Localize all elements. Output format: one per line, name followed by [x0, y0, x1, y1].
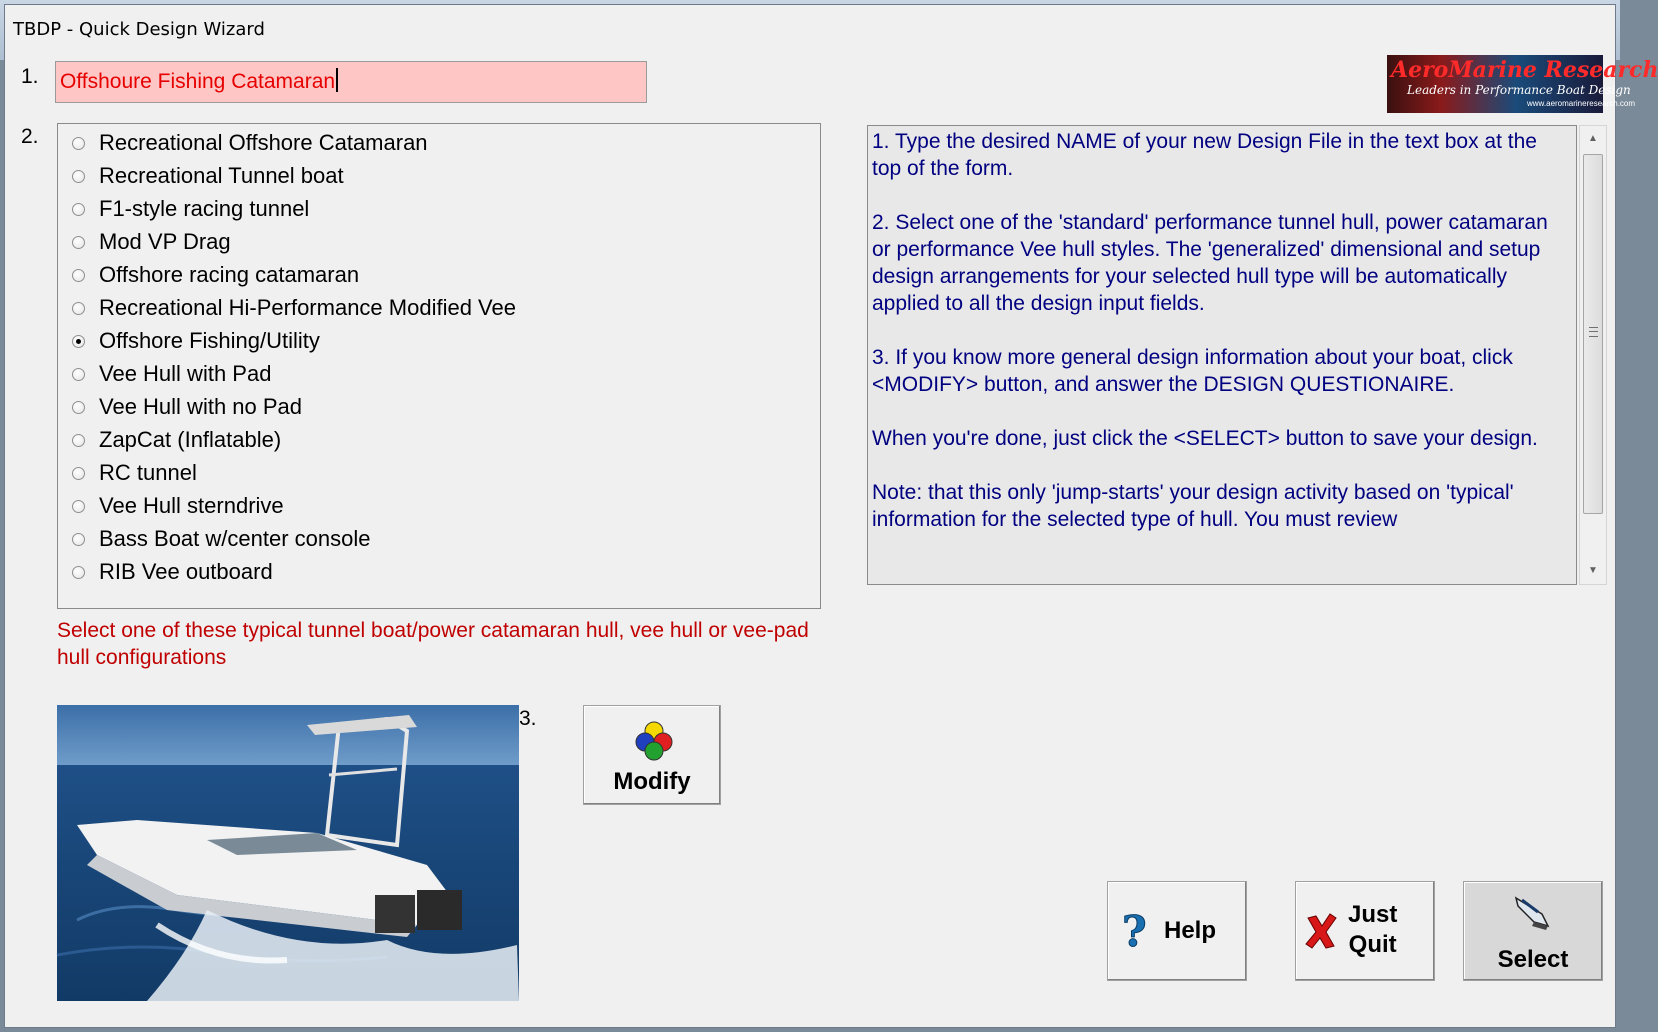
option-label: Mod VP Drag: [99, 229, 231, 254]
select-button[interactable]: [1463, 881, 1603, 981]
red-x-icon: [1304, 912, 1338, 950]
quick-design-wizard-window: [4, 4, 1658, 1028]
radio-button[interactable]: [72, 401, 85, 414]
hull-type-option-group: [57, 123, 821, 609]
modify-button[interactable]: [583, 705, 721, 805]
radio-button[interactable]: [72, 467, 85, 480]
step-1-label: 1.: [21, 65, 39, 88]
option-label: Recreational Hi-Performance Modified Vee: [99, 295, 516, 320]
hull-selection-hint: Select one of these typical tunnel boat/power catamaran hull, vee hull or vee-pad hull configurations: [57, 619, 809, 669]
step-2-label: 2.: [21, 125, 39, 148]
modify-label: Modify: [613, 768, 691, 795]
svg-text:?: ?: [1122, 907, 1147, 956]
just-quit-line2: Quit: [1348, 931, 1397, 958]
option-label: Vee Hull with no Pad: [99, 394, 303, 419]
instruction-paragraph: 1. Type the desired NAME of your new Design File in the text box at the top of the form.: [872, 130, 1537, 180]
scroll-down-arrow-icon[interactable]: ▼: [1588, 564, 1598, 576]
radio-button[interactable]: [72, 566, 85, 579]
radio-button[interactable]: [72, 203, 85, 216]
just-quit-label: [1348, 900, 1397, 960]
just-quit-button[interactable]: [1295, 881, 1435, 981]
option-label: Bass Boat w/center console: [99, 526, 371, 551]
radio-button[interactable]: [72, 500, 85, 513]
option-vee-hull-with-no-pad[interactable]: [72, 392, 302, 422]
instructions-panel[interactable]: [867, 125, 1577, 585]
modify-icon: [632, 718, 676, 762]
scroll-up-arrow-icon[interactable]: ▲: [1588, 132, 1598, 144]
option-label: RC tunnel: [99, 460, 197, 485]
radio-button[interactable]: [72, 269, 85, 282]
option-rib-vee-outboard[interactable]: [72, 557, 273, 587]
question-mark-icon: [1118, 907, 1148, 956]
just-quit-line1: Just: [1348, 901, 1398, 928]
option-offshore-racing-catamaran[interactable]: [72, 260, 359, 290]
radio-button[interactable]: [72, 533, 85, 546]
option-recreational-tunnel-boat[interactable]: [72, 161, 344, 191]
option-label: Recreational Tunnel boat: [99, 163, 344, 188]
instructions-text: [872, 128, 1552, 560]
option-mod-vp-drag[interactable]: [72, 227, 231, 257]
radio-button[interactable]: [72, 170, 85, 183]
logo-line1: AeroMarine Research: [1391, 57, 1658, 83]
help-button[interactable]: [1107, 881, 1247, 981]
option-vee-hull-sterndrive[interactable]: [72, 491, 284, 521]
option-offshore-fishing-utility[interactable]: [72, 326, 320, 356]
option-label: F1-style racing tunnel: [99, 196, 310, 221]
option-label: Vee Hull sterndrive: [99, 493, 284, 518]
instruction-paragraph: 2. Select one of the 'standard' performance tunnel hull, power catamaran or performance Vee hull styles. The 'generalized' dimensional and setup design arrangements for your selected hull type will be automatically applied to all the design input fields.: [872, 211, 1548, 315]
instruction-paragraph: 3. If you know more general design information about your boat, click <MODIFY> button, and answer the DESIGN QUESTIONAIRE.: [872, 346, 1513, 396]
design-name-value: Offshoure Fishing Catamaran: [60, 70, 336, 93]
select-label: Select: [1497, 946, 1569, 973]
boat-photo-image: [57, 705, 519, 1001]
radio-button[interactable]: [72, 368, 85, 381]
option-label: Offshore Fishing/Utility: [99, 328, 320, 353]
option-recreational-hi-performance-modified-vee[interactable]: [72, 293, 516, 323]
radio-button[interactable]: [72, 434, 85, 447]
boat-icon: [1512, 892, 1552, 932]
option-rc-tunnel[interactable]: [72, 458, 197, 488]
option-recreational-offshore-catamaran[interactable]: [72, 128, 428, 158]
text-caret: [336, 68, 338, 92]
instructions-scrollbar[interactable]: [1579, 125, 1607, 585]
option-f1-style-racing-tunnel[interactable]: [72, 194, 309, 224]
instruction-paragraph: When you're done, just click the <SELECT> button to save your design.: [872, 427, 1538, 450]
radio-button-selected[interactable]: [72, 335, 85, 348]
logo-line2: Leaders in Performance Boat Design: [1407, 83, 1631, 97]
radio-button[interactable]: [72, 236, 85, 249]
logo-line3: www.aeromarineresearch.com: [1527, 99, 1636, 108]
window-title: TBDP - Quick Design Wizard: [13, 19, 265, 40]
option-label: ZapCat (Inflatable): [99, 427, 282, 452]
radio-button[interactable]: [72, 137, 85, 150]
help-label: Help: [1164, 917, 1217, 944]
step-3-label: 3.: [519, 707, 537, 730]
scrollbar-thumb[interactable]: [1583, 154, 1603, 514]
option-zapcat-inflatable[interactable]: [72, 425, 281, 455]
radio-button[interactable]: [72, 302, 85, 315]
option-label: RIB Vee outboard: [99, 559, 273, 584]
grip-icon: [1589, 327, 1598, 337]
aeromarine-logo: [1387, 55, 1658, 113]
title-bar[interactable]: [5, 5, 1615, 51]
option-label: Recreational Offshore Catamaran: [99, 130, 428, 155]
option-vee-hull-with-pad[interactable]: [72, 359, 271, 389]
design-name-input[interactable]: [55, 61, 647, 103]
option-bass-boat-center-console[interactable]: [72, 524, 370, 554]
option-label: Offshore racing catamaran: [99, 262, 360, 287]
instruction-paragraph: Note: that this only 'jump-starts' your design activity based on 'typical' information for the selected type of hull. You must review: [872, 481, 1514, 531]
boat-photo: [57, 705, 519, 1001]
option-label: Vee Hull with Pad: [99, 361, 272, 386]
